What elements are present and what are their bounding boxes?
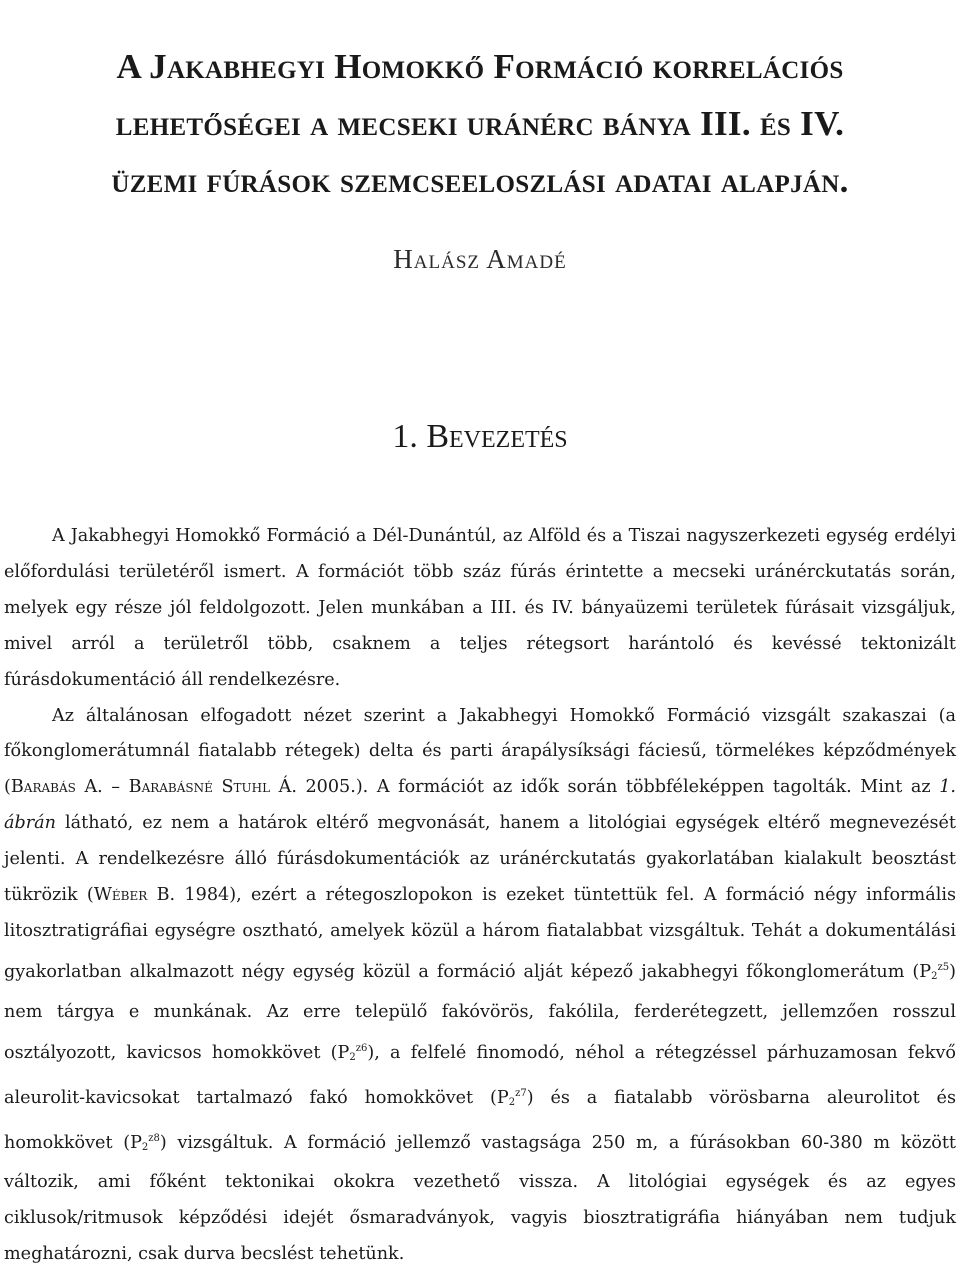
article-body: [4, 519, 956, 1273]
section-heading: 1. Bevezetés: [392, 418, 568, 455]
citation-author: Barabás: [10, 777, 76, 798]
unit-symbol: $P_2^{z7}$: [496, 1087, 527, 1108]
paragraph-2: Az általánosan elfogadott nézet szerint a Jakabhegyi Homokkő Formáció vizsgált szakaszai (a főkonglomerátumnál fiatalabb rétegek) delta és parti árapálysíksági fáciesű, törmelékes képződmények (Barabás A. – Barabásné Stuhl Á. 2005.). A formációt az idők során többféleképpen tagolták. Mint az 1. ábrán látható, ez nem a határok eltérő megvonását, hanem a litológiai egységek eltérő megnevezését jelenti. A rendelkezésre álló fúrásdokumentációk az uránérckutatás gyakorlatában kialakult beosztást tükrözik (Wéber B. 1984), ezért a rétegoszlopokon is ezeket tüntettük fel. A formáció négy informális litosztratigráfiai egységre osztható, amelyek közül a három fiatalabbat vizsgáltuk. Tehát a dokumentálási gyakorlatban alkalmazott négy egység közül a formáció alját képező jakabhegyi főkonglomerátum $(P_2^{z5})$ nem tárgya e munkának. Az erre települő fakóvörös, fakólila, ferderétegzett, jellemzően rosszul osztályozott, kavicsos homokkövet $(P_2^{z6})$, a felfelé finomodó, néhol a rétegzéssel párhuzamosan fekvő aleurolit-kavicsokat tartalmazó fakó homokkövet $(P_2^{z7})$ és a fiatalabb vörösbarna aleurolitot és homokkövet $(P_2^{z8})$ vizsgáltuk. A formáció jellemző vastagsága 250 m, a fúrásokban 60-380 m között változik, ami főként tektonikai okokra vezethető vissza. A litológiai egységek és az egyes ciklusok/ritmusok képződési idejét ősmaradványok, vagyis biosztratigráfia hiányában nem tudjuk meghatározni, csak durva becslést tehetünk.: [4, 705, 957, 1265]
figure-reference-word: ábrán: [4, 813, 56, 834]
citation-author: Barabásné Stuhl: [128, 777, 271, 798]
title-line-1: A Jakabhegyi Homokkő Formáció korrelációs: [116, 47, 844, 86]
author-name: Halász Amadé: [393, 244, 567, 274]
article-title: [0, 38, 960, 209]
unit-symbol: $P_2^{z6}$: [337, 1042, 368, 1063]
paragraph-1: A Jakabhegyi Homokkő Formáció a Dél-Dunántúl, az Alföld és a Tiszai nagyszerkezeti egység erdélyi előfordulási területéről ismert. A formációt több száz fúrás érintette a mecseki uránérckutatás során, melyek egy része jól feldolgozott. Jelen munkában a III. és IV. bányaüzemi területek fúrásait vizsgáljuk, mivel arról a területről több, csaknem a teljes rétegsort harántoló és kevéssé tektonizált fúrásdokumentáció áll rendelkezésre.: [4, 526, 956, 690]
figure-reference-number: 1.: [939, 777, 956, 798]
citation-author: Wéber: [93, 885, 148, 906]
title-line-2: lehetőségei a mecseki uránérc bánya III. és IV.: [115, 104, 845, 143]
unit-symbol: $P_2^{z8}$: [130, 1132, 160, 1153]
title-line-3: üzemi fúrások szemcseeloszlási adatai alapján.: [111, 161, 849, 200]
unit-symbol: $P_2^{z5}$: [919, 961, 950, 982]
